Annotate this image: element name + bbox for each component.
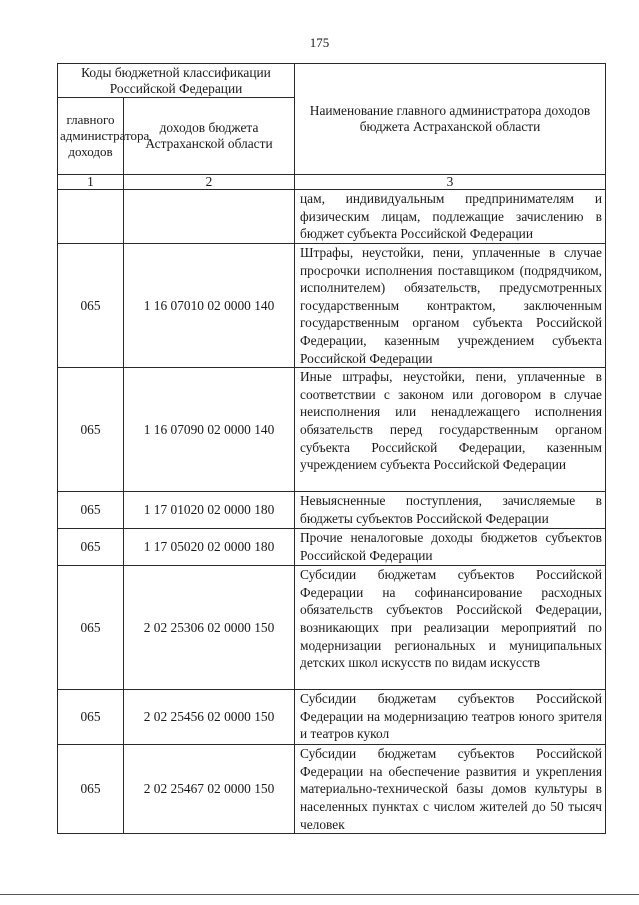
admin-code-cell: 065	[58, 529, 124, 566]
admin-code-cell	[58, 190, 124, 244]
table-row	[58, 529, 606, 566]
admin-code-cell: 065	[58, 492, 124, 529]
revenue-name-cell: Иные штрафы, неустойки, пени, уплаченные в соответствии с законом или договором в случае неисполнения или ненадлежащего исполнения обязательств перед государственным органом субъекта Российской Федерации, казенным учреждением субъекта Российской Федерации	[295, 368, 606, 492]
table-row	[58, 566, 606, 690]
revenue-code-cell: 1 17 05020 02 0000 180	[124, 529, 295, 566]
revenue-name-cell: Субсидии бюджетам субъектов Российской Федерации на обеспечение развития и укрепления материально-технической базы домов культуры в населенных пунктах с числом жителей до 50 тысяч человек	[295, 745, 606, 834]
admin-code-cell: 065	[58, 745, 124, 834]
header-main-administrator: главного администратора доходов	[58, 98, 124, 175]
revenue-code-cell	[124, 190, 295, 244]
header-classification-codes: Коды бюджетной классификации Российской Федерации	[58, 64, 295, 98]
table-row	[58, 368, 606, 492]
table-row	[58, 690, 606, 745]
admin-code-cell: 065	[58, 368, 124, 492]
revenue-name-cell: Штрафы, неустойки, пени, уплаченные в случае просрочки исполнения поставщиком (подрядчиком, исполнителем) обязательств, предусмотренных государственным контрактом, заключенным государственным органом субъекта Российской Федерации, казенным учреждением субъекта Российской Федерации	[295, 244, 606, 368]
revenue-name-cell: Субсидии бюджетам субъектов Российской Федерации на модернизацию театров юного зрителя и театров кукол	[295, 690, 606, 745]
admin-code-cell: 065	[58, 566, 124, 690]
revenue-code-cell: 2 02 25306 02 0000 150	[124, 566, 295, 690]
revenue-code-cell: 2 02 25456 02 0000 150	[124, 690, 295, 745]
admin-code-cell: 065	[58, 244, 124, 368]
budget-classification-table	[57, 63, 606, 834]
admin-code-cell: 065	[58, 690, 124, 745]
table-row	[58, 190, 606, 244]
table-row	[58, 244, 606, 368]
revenue-code-cell: 1 16 07010 02 0000 140	[124, 244, 295, 368]
column-number-1: 1	[58, 175, 124, 190]
revenue-name-cell: Невыясненные поступления, зачисляемые в бюджеты субъектов Российской Федерации	[295, 492, 606, 529]
revenue-name-cell: Прочие неналоговые доходы бюджетов субъектов Российской Федерации	[295, 529, 606, 566]
header-revenue-code: доходов бюджета Астраханской области	[124, 98, 295, 175]
column-number-2: 2	[124, 175, 295, 190]
revenue-code-cell: 1 16 07090 02 0000 140	[124, 368, 295, 492]
column-number-3: 3	[295, 175, 606, 190]
page-number: 175	[309, 35, 330, 50]
revenue-name-cell: цам, индивидуальным предпринимателям и физическим лицам, подлежащие зачислению в бюджет субъекта Российской Федерации	[295, 190, 606, 244]
header-administrator-name: Наименование главного администратора доходов бюджета Астраханской области	[295, 64, 606, 175]
bottom-divider	[0, 894, 639, 895]
table-row	[58, 745, 606, 834]
revenue-name-cell: Субсидии бюджетам субъектов Российской Федерации на софинансирование расходных обязательств субъектов Российской Федерации, возникающих при реализации мероприятий по модернизации региональных и муниципальных детских школ искусств по видам искусств	[295, 566, 606, 690]
table-row	[58, 492, 606, 529]
revenue-code-cell: 2 02 25467 02 0000 150	[124, 745, 295, 834]
revenue-code-cell: 1 17 01020 02 0000 180	[124, 492, 295, 529]
